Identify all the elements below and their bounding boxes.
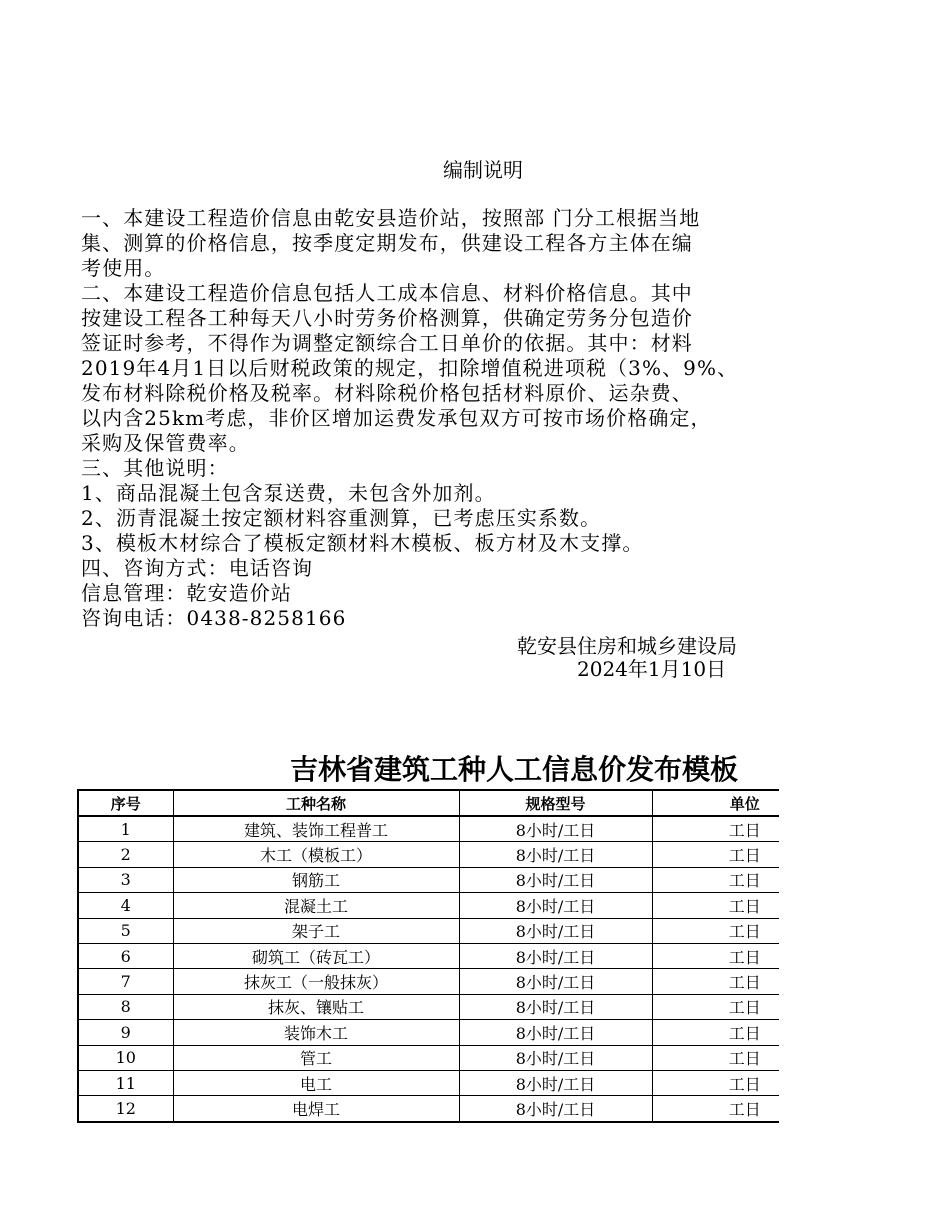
cell-trade: 钢筋工 — [173, 867, 459, 892]
header-spec: 规格型号 — [459, 790, 652, 816]
cell-trade: 架子工 — [173, 918, 459, 943]
cell-seq: 12 — [78, 1096, 173, 1122]
cell-seq: 10 — [78, 1045, 173, 1070]
cell-unit: 工日 — [652, 1020, 779, 1045]
cell-seq: 2 — [78, 842, 173, 867]
cell-seq: 1 — [78, 816, 173, 842]
table-row — [78, 893, 779, 918]
notes-line: 发布材料除税价格及税率。材料除税价格包括材料原价、运杂费、 — [81, 381, 693, 405]
cell-spec: 8小时/工日 — [459, 1045, 652, 1070]
cell-spec: 8小时/工日 — [459, 842, 652, 867]
notes-line: 二、本建设工程造价信息包括人工成本信息、材料价格信息。其中 — [81, 281, 693, 305]
table-row — [78, 943, 779, 968]
cell-unit: 工日 — [652, 1070, 779, 1095]
notes-heading: 编制说明 — [443, 158, 523, 182]
table-row — [78, 842, 779, 867]
notes-line: 2、沥青混凝土按定额材料容重测算，已考虑压实系数。 — [81, 506, 602, 530]
header-unit: 单位 — [652, 790, 779, 816]
cell-seq: 7 — [78, 969, 173, 994]
table-row — [78, 994, 779, 1019]
notes-line: 考使用。 — [81, 256, 166, 280]
cell-trade: 抹灰工（一般抹灰） — [173, 969, 459, 994]
notes-line: 一、本建设工程造价信息由乾安县造价站，按照部 门分工根据当地 — [81, 206, 701, 230]
table-title: 吉林省建筑工种人工信息价发布模板 — [290, 753, 739, 786]
labor-price-table — [77, 789, 779, 1123]
notes-line: 咨询电话：0438-8258166 — [81, 606, 347, 630]
cell-spec: 8小时/工日 — [459, 1096, 652, 1122]
notes-line: 信息管理：乾安造价站 — [81, 581, 292, 605]
cell-trade: 木工（模板工） — [173, 842, 459, 867]
cell-trade: 砌筑工（砖瓦工） — [173, 943, 459, 968]
notes-line: 按建设工程各工种每天八小时劳务价格测算，供确定劳务分包造价 — [81, 306, 693, 330]
cell-spec: 8小时/工日 — [459, 1020, 652, 1045]
notes-line: 3、模板木材综合了模板定额材料木模板、板方材及木支撑。 — [81, 531, 644, 555]
cell-spec: 8小时/工日 — [459, 816, 652, 842]
cell-spec: 8小时/工日 — [459, 994, 652, 1019]
cell-spec: 8小时/工日 — [459, 969, 652, 994]
cell-seq: 8 — [78, 994, 173, 1019]
cell-trade: 混凝土工 — [173, 893, 459, 918]
table-row — [78, 1070, 779, 1095]
cell-unit: 工日 — [652, 1045, 779, 1070]
cell-spec: 8小时/工日 — [459, 893, 652, 918]
cell-trade: 抹灰、镶贴工 — [173, 994, 459, 1019]
header-trade: 工种名称 — [173, 790, 459, 816]
cell-spec: 8小时/工日 — [459, 943, 652, 968]
table-row — [78, 1045, 779, 1070]
notes-line: 采购及保管费率。 — [81, 431, 250, 455]
notes-line: 集、测算的价格信息，按季度定期发布，供建设工程各方主体在编 — [81, 231, 693, 255]
table-row — [78, 1020, 779, 1045]
cell-seq: 6 — [78, 943, 173, 968]
cell-spec: 8小时/工日 — [459, 918, 652, 943]
cell-trade: 电工 — [173, 1070, 459, 1095]
cell-trade: 建筑、装饰工程普工 — [173, 816, 459, 842]
cell-unit: 工日 — [652, 1096, 779, 1122]
cell-unit: 工日 — [652, 842, 779, 867]
header-seq: 序号 — [78, 790, 173, 816]
notes-line: 四、咨询方式：电话咨询 — [81, 556, 314, 580]
cell-spec: 8小时/工日 — [459, 1070, 652, 1095]
cell-seq: 5 — [78, 918, 173, 943]
cell-seq: 11 — [78, 1070, 173, 1095]
table-body — [78, 816, 779, 1122]
notes-line: 签证时参考，不得作为调整定额综合工日单价的依据。其中：材料 — [81, 331, 693, 355]
notes-line: 1、商品混凝土包含泵送费，未包含外加剂。 — [81, 481, 496, 505]
issuer: 乾安县住房和城乡建设局 — [517, 634, 737, 658]
table-row — [78, 918, 779, 943]
cell-unit: 工日 — [652, 918, 779, 943]
cell-spec: 8小时/工日 — [459, 867, 652, 892]
cell-seq: 9 — [78, 1020, 173, 1045]
cell-trade: 装饰木工 — [173, 1020, 459, 1045]
cell-unit: 工日 — [652, 893, 779, 918]
cell-unit: 工日 — [652, 943, 779, 968]
cell-unit: 工日 — [652, 867, 779, 892]
cell-trade: 管工 — [173, 1045, 459, 1070]
table-row — [78, 969, 779, 994]
table-row — [78, 816, 779, 842]
notes-line: 以内含25km考虑，非价区增加运费发承包双方可按市场价格确定， — [81, 406, 712, 430]
cell-trade: 电焊工 — [173, 1096, 459, 1122]
notes-line: 三、其他说明： — [81, 456, 229, 480]
cell-seq: 4 — [78, 893, 173, 918]
table-row — [78, 1096, 779, 1122]
cell-unit: 工日 — [652, 969, 779, 994]
cell-unit: 工日 — [652, 816, 779, 842]
cell-unit: 工日 — [652, 994, 779, 1019]
cell-seq: 3 — [78, 867, 173, 892]
issue-date: 2024年1月10日 — [577, 657, 727, 681]
table-row — [78, 867, 779, 892]
notes-line: 2019年4月1日以后财税政策的规定，扣除增值税进项税（3%、9%、 — [81, 356, 739, 380]
